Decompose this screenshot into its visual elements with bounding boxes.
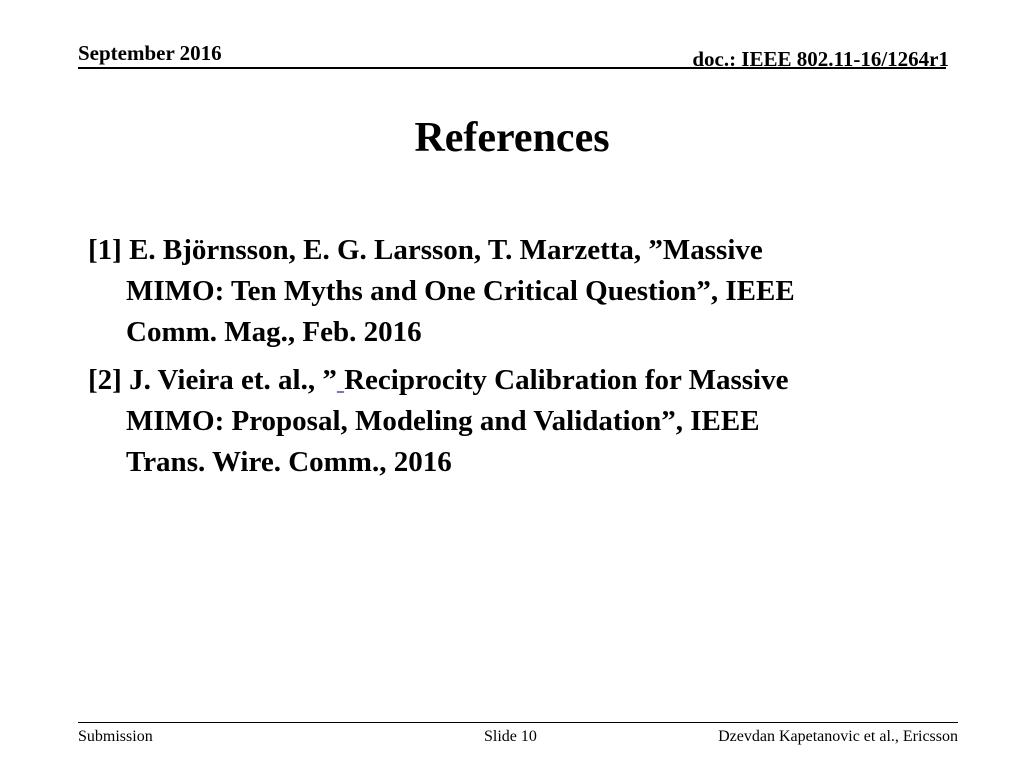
header-divider [78, 67, 946, 69]
header-date: September 2016 [78, 41, 222, 65]
reference-1-line-3: Comm. Mag., Feb. 2016 [126, 316, 422, 348]
reference-list [88, 230, 938, 490]
footer-submission: Submission [78, 728, 153, 745]
reference-2-line-3: Trans. Wire. Comm., 2016 [126, 446, 452, 478]
reference-2-title-start: Reciprocity Calibration for Massive [344, 364, 789, 396]
reference-2-line-2: MIMO: Proposal, Modeling and Validation”, IEEE [126, 405, 760, 437]
reference-item-1 [88, 230, 938, 353]
reference-item-2 [88, 360, 938, 483]
reference-2-line-1 [88, 360, 938, 401]
reference-1-line-2: MIMO: Ten Myths and One Critical Question”, IEEE [126, 275, 795, 307]
reference-1-line-1: [1] E. Björnsson, E. G. Larsson, T. Marzetta, ”Massive [88, 234, 763, 266]
reference-2-prefix: [2] J. Vieira et. al., ” [88, 364, 337, 396]
footer-divider [78, 722, 958, 723]
slide-title: References [414, 115, 610, 161]
footer-slide-number: Slide 10 [484, 728, 537, 745]
header-doc-id: doc.: IEEE 802.11-16/1264r1 [692, 47, 949, 71]
footer-authors: Dzevdan Kapetanovic et al., Ericsson [718, 728, 958, 745]
